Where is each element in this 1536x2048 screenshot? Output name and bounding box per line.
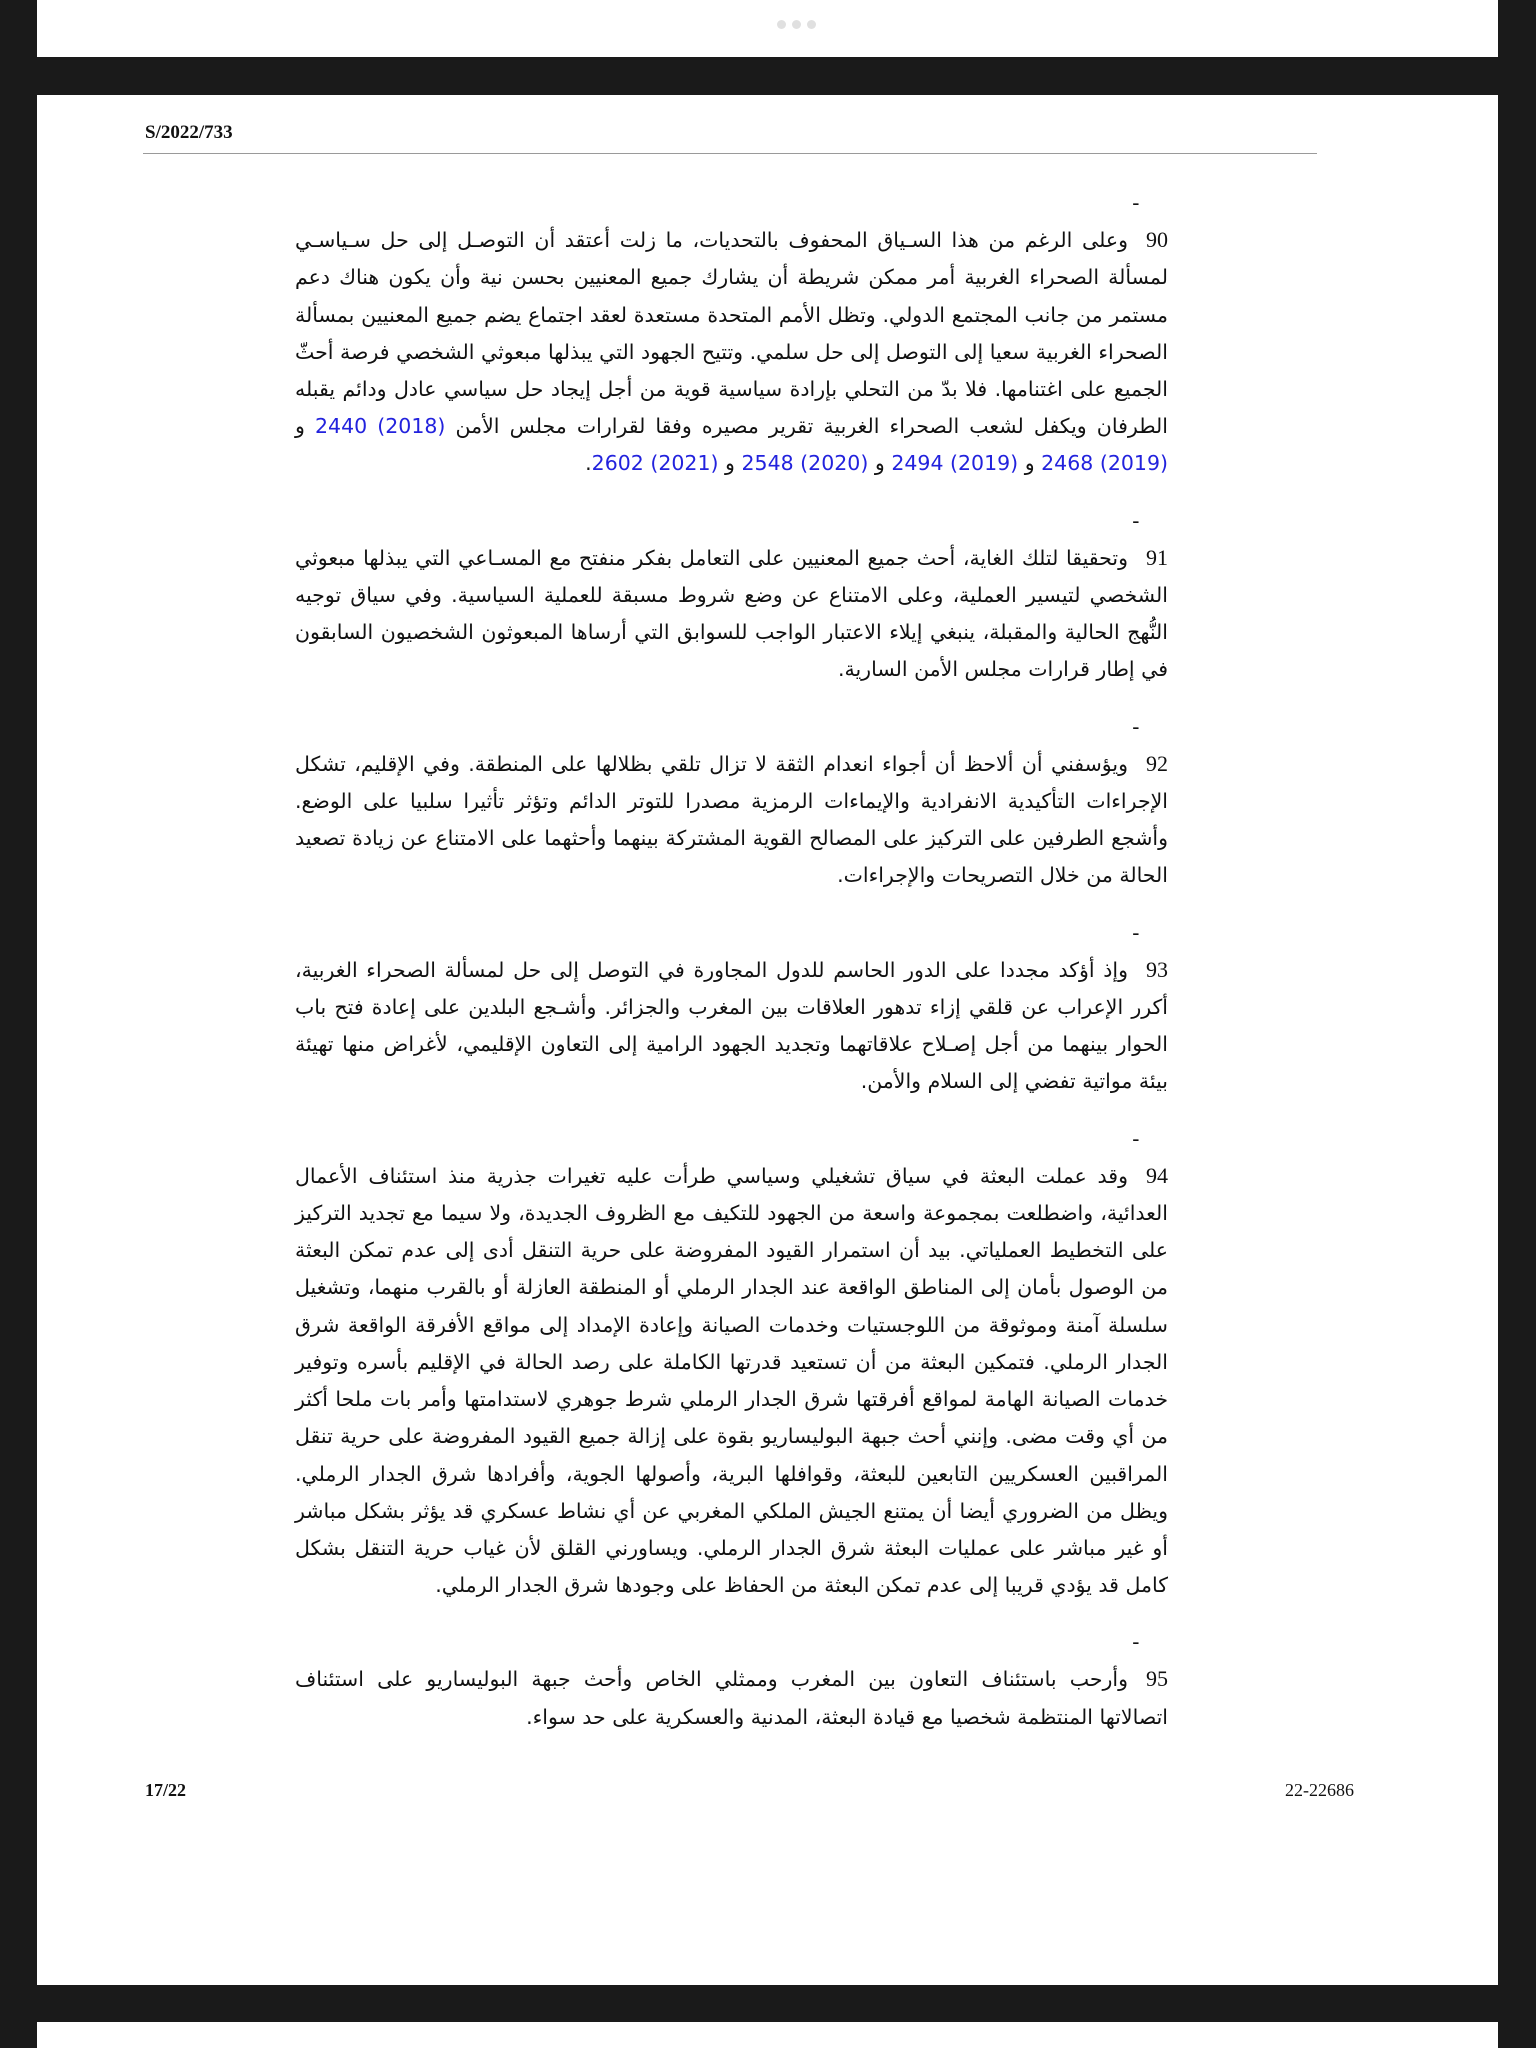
document-id: 22-22686 (1285, 1780, 1354, 1800)
paragraph-number: 93 (1146, 956, 1168, 982)
paragraph-text: وتحقيقا لتلك الغاية، أحث جميع المعنيين على التعامل بفكر منفتح مع المسـاعي التي يبذلها مبعوثي الشخصي لتيسير العملية، وعلى الامتناع عن وضع شروط مسبقة للعملية السياسية. وفي سياق توجيه النُّهج الحالية والمقبلة، ينبغي إيلاء الاعتبار الواجب للسوابق التي أرساها المبعوثون الشخصيون السابقون في إطار قرارات مجلس الأمن السارية. (295, 545, 1168, 682)
header-divider (143, 153, 1317, 154)
resolution-link[interactable]: 2468 (2019) (1041, 451, 1168, 476)
paragraph-95: 95 - وأرحب باستئناف التعاون بين المغرب وممثلي الخاص وأحث جبهة البوليساريو على استئناف اتصالاتها المنتظمة شخصيا مع قيادة البعثة، المدنية والعسكرية على حد سواء. (295, 1630, 1168, 1729)
previous-page-edge (37, 0, 1498, 57)
paragraph-text: وعلى الرغم من هذا السـياق المحفوف بالتحديات، ما زلت أعتقد أن التوصـل إلى حل سـياسـي لمسألة الصحراء الغربية أمر ممكن شريطة أن يشارك جميع المعنيين بحسن نية وأن يكون هناك دعم مستمر من جانب المجتمع الدولي. وتظل الأمم المتحدة مستعدة لعقد اجتماع يضم جميع المعنيين بمسألة الصحراء الغربية سعيا إلى التوصل إلى حل سلمي. وتتيح الجهود التي يبذلها مبعوثي الشخصي فرصة أحثّ الجميع على اغتنامها. فلا بدّ من التحلي بإرادة سياسية قوية من أجل إيجاد حل سياسي عادل ودائم يقبله الطرفان ويكفل لشعب الصحراء الغربية تقرير مصيره وفقا لقرارات مجلس الأمن (295, 228, 1168, 439)
paragraph-text: وأرحب باستئناف التعاون بين المغرب وممثلي الخاص وأحث جبهة البوليساريو على استئناف اتصالاتها المنتظمة شخصيا مع قيادة البعثة، المدنية والعسكرية على حد سواء. (295, 1667, 1168, 1729)
paragraph-number: 95 (1146, 1666, 1168, 1692)
page-number: 17/22 (145, 1780, 187, 1800)
resolution-link[interactable]: 2548 (2020) (741, 451, 869, 476)
body-text (295, 185, 1168, 1756)
resolution-link[interactable]: 2494 (2019) (891, 451, 1019, 476)
resolution-link[interactable]: 2440 (2018) (315, 414, 446, 439)
paragraph-number: 91 (1146, 544, 1168, 570)
paragraph-90: 90 - وعلى الرغم من هذا السـياق المحفوف بالتحديات، ما زلت أعتقد أن التوصـل إلى حل سـياسـي لمسألة الصحراء الغربية أمر ممكن شريطة أن يشارك جميع المعنيين بحسن نية وأن يكون هناك دعم مستمر من جانب المجتمع الدولي. وتظل الأمم المتحدة مستعدة لعقد اجتماع يضم جميع المعنيين بمسألة الصحراء الغربية سعيا إلى التوصل إلى حل سلمي. وتتيح الجهود التي يبذلها مبعوثي الشخصي فرصة أحثّ الجميع على اغتنامها. فلا بدّ من التحلي بإرادة سياسية قوية من أجل إيجاد حل سياسي عادل ودائم يقبله الطرفان ويكفل لشعب الصحراء الغربية تقرير مصيره وفقا لقرارات مجلس الأمن 2440 (2018) و 2468 (2019) و 2494 (2019) و 2548 (2020) و 2602 (2021). (295, 191, 1168, 476)
paragraph-text: وإذ أؤكد مجددا على الدور الحاسم للدول المجاورة في التوصل إلى حل لمسألة الصحراء الغربية، أكرر الإعراب عن قلقي إزاء تدهور العلاقات بين المغرب والجزائر. وأشـجع البلدين على إعادة فتح باب الحوار بينهما من أجل إصـلاح علاقاتهما وتجديد الجهود الرامية إلى التعاون الإقليمي، لأغراض منها تهيئة بيئة مواتية تفضي إلى السلام والأمن. (295, 957, 1168, 1094)
paragraph-92: 92 - ويؤسفني أن ألاحظ أن أجواء انعدام الثقة لا تزال تلقي بظلالها على المنطقة. وفي الإقليم، تشكل الإجراءات التأكيدية الانفرادية والإيماءات الرمزية مصدرا للتوتر الدائم وتؤثر تأثيرا سلبيا على الوضع. وأشجع الطرفين على التركيز على المصالح القوية المشتركة بينهما وأحثهما على الامتناع عن زيادة تصعيد الحالة من خلال التصريحات والإجراءات. (295, 714, 1168, 888)
paragraph-94: 94 - وقد عملت البعثة في سياق تشغيلي وسياسي طرأت عليه تغيرات جذرية منذ استئناف الأعمال العدائية، واضطلعت بمجموعة واسعة من الجهود للتكيف مع الظروف الجديدة، ولا سيما مع تجديد التركيز على التخطيط العملياتي. بيد أن استمرار القيود المفروضة على حرية التنقل أدى إلى عدم تمكن البعثة من الوصول بأمان إلى المناطق الواقعة عند الجدار الرملي أو المنطقة العازلة أو بالقرب منهما، وتشغيل سلسلة آمنة وموثوقة من اللوجستيات وخدمات الصيانة وإعادة الإمداد إلى مواقع الأفرقة الواقعة شرق الجدار الرملي. فتمكين البعثة من أن تستعيد قدرتها الكاملة على رصد الحالة في الإقليم بأسره وتوفير خدمات الصيانة الهامة لمواقع أفرقتها شرق الجدار الرملي شرط جوهري لاستدامتها وأمر بات ملحا أكثر من أي وقت مضى. وإنني أحث جبهة البوليساريو بقوة على إزالة جميع القيود المفروضة على حرية تنقل المراقبين العسكريين التابعين للبعثة، وقوافلها البرية، وأصولها الجوية، وأفرادها شرق الجدار الرملي. ويظل من الضروري أيضا أن يمتنع الجيش الملكي المغربي عن أي نشاط عسكري قد يؤثر بشكل مباشر أو غير مباشر على عمليات البعثة شرق الجدار الرملي. ويساورني القلق لأن غياب حرية التنقل بشكل كامل قد يؤدي قريبا إلى عدم تمكن البعثة من الحفاظ على وجودها شرق الجدار الرملي. (295, 1126, 1168, 1598)
document-symbol: S/2022/733 (145, 122, 233, 143)
paragraph-91: 91 - وتحقيقا لتلك الغاية، أحث جميع المعنيين على التعامل بفكر منفتح مع المسـاعي التي يبذلها مبعوثي الشخصي لتيسير العملية، وعلى الامتناع عن وضع شروط مسبقة للعملية السياسية. وفي سياق توجيه النُّهج الحالية والمقبلة، ينبغي إيلاء الاعتبار الواجب للسوابق التي أرساها المبعوثون الشخصيون السابقون في إطار قرارات مجلس الأمن السارية. (295, 508, 1168, 682)
paragraph-number: 94 (1146, 1162, 1168, 1188)
more-options-icon[interactable] (777, 20, 816, 29)
paragraph-number: 92 (1146, 750, 1168, 776)
next-page-edge (37, 2022, 1498, 2048)
paragraph-text: وقد عملت البعثة في سياق تشغيلي وسياسي طرأت عليه تغيرات جذرية منذ استئناف الأعمال العدائية، واضطلعت بمجموعة واسعة من الجهود للتكيف مع الظروف الجديدة، ولا سيما مع تجديد التركيز على التخطيط العملياتي. بيد أن استمرار القيود المفروضة على حرية التنقل أدى إلى عدم تمكن البعثة من الوصول بأمان إلى المناطق الواقعة عند الجدار الرملي أو المنطقة العازلة أو بالقرب منهما، وتشغيل سلسلة آمنة وموثوقة من اللوجستيات وخدمات الصيانة وإعادة الإمداد إلى مواقع الأفرقة الواقعة شرق الجدار الرملي. فتمكين البعثة من أن تستعيد قدرتها الكاملة على رصد الحالة في الإقليم بأسره وتوفير خدمات الصيانة الهامة لمواقع أفرقتها شرق الجدار الرملي شرط جوهري لاستدامتها وأمر بات ملحا أكثر من أي وقت مضى. وإنني أحث جبهة البوليساريو بقوة على إزالة جميع القيود المفروضة على حرية تنقل المراقبين العسكريين التابعين للبعثة، وقوافلها البرية، وأصولها الجوية، وأفرادها شرق الجدار الرملي. ويظل من الضروري أيضا أن يمتنع الجيش الملكي المغربي عن أي نشاط عسكري قد يؤثر بشكل مباشر أو غير مباشر على عمليات البعثة شرق الجدار الرملي. ويساورني القلق لأن غياب حرية التنقل بشكل كامل قد يؤدي قريبا إلى عدم تمكن البعثة من الحفاظ على وجودها شرق الجدار الرملي. (295, 1163, 1168, 1598)
resolution-link[interactable]: 2602 (2021) (591, 451, 719, 476)
paragraph-number: 90 (1146, 227, 1168, 253)
paragraph-text: ويؤسفني أن ألاحظ أن أجواء انعدام الثقة لا تزال تلقي بظلالها على المنطقة. وفي الإقليم، تشكل الإجراءات التأكيدية الانفرادية والإيماءات الرمزية مصدرا للتوتر الدائم وتؤثر تأثيرا سلبيا على الوضع. وأشجع الطرفين على التركيز على المصالح القوية المشتركة بينهما وأحثهما على الامتناع عن زيادة تصعيد الحالة من خلال التصريحات والإجراءات. (295, 751, 1168, 888)
paragraph-93: 93 - وإذ أؤكد مجددا على الدور الحاسم للدول المجاورة في التوصل إلى حل لمسألة الصحراء الغربية، أكرر الإعراب عن قلقي إزاء تدهور العلاقات بين المغرب والجزائر. وأشـجع البلدين على إعادة فتح باب الحوار بينهما من أجل إصـلاح علاقاتهما وتجديد الجهود الرامية إلى التعاون الإقليمي، لأغراض منها تهيئة بيئة مواتية تفضي إلى السلام والأمن. (295, 920, 1168, 1094)
